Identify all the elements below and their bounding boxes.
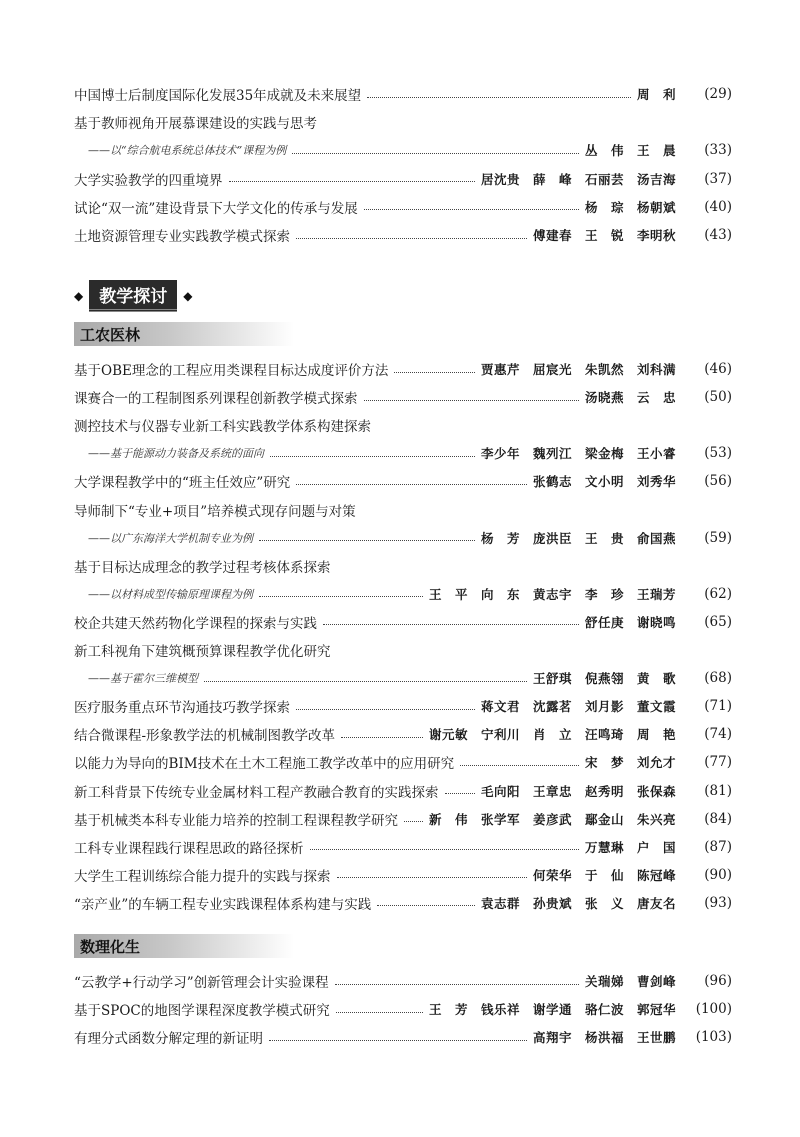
entry-authors: 李少年 魏列江 梁金梅 王小睿 [480, 446, 676, 462]
entry-title: “云教学+行动学习”创新管理会计实验课程 [74, 975, 329, 991]
dot-leader [310, 849, 579, 850]
entry-title: 基于OBE理念的工程应用类课程目标达成度评价方法 [74, 363, 389, 379]
entry-title: 基于SPOC的地图学课程深度教学模式研究 [74, 1003, 330, 1019]
entry-page-number: (90) [704, 866, 732, 883]
entry-page-number: (43) [704, 227, 732, 243]
toc-entry [74, 414, 732, 436]
entry-page-number: (77) [704, 754, 732, 771]
toc-entry [74, 555, 732, 577]
entry-title: 导师制下“专业+项目”培养模式现存问题与对策 [74, 503, 356, 520]
entry-title: 测控技术与仪器专业新工科实践教学体系构建探索 [74, 419, 371, 436]
dot-leader [259, 540, 475, 541]
toc-entry [74, 808, 732, 830]
entry-page-number: (50) [704, 389, 732, 406]
toc-entry [74, 358, 732, 380]
entry-authors: 杨 芳 庞洪臣 王 贵 俞国燕 [480, 530, 676, 546]
entry-page-number: (84) [704, 810, 732, 827]
dot-leader [335, 984, 579, 985]
dot-leader [323, 624, 579, 625]
dot-leader [460, 765, 579, 766]
entry-authors: 宋 梦 刘允才 [584, 755, 676, 771]
entry-page-number: (29) [704, 86, 732, 102]
dot-leader [296, 709, 475, 710]
toc-entry [74, 499, 732, 521]
toc-entry [74, 470, 732, 492]
entry-authors: 王 平 向 东 黄志宇 李 珍 王瑞芳 [428, 586, 676, 602]
dot-leader [341, 737, 423, 738]
entry-title: 以能力为导向的BIM技术在土木工程施工教学改革中的应用研究 [74, 756, 455, 773]
toc-entry [74, 639, 732, 661]
entry-authors: 蒋文君 沈露茗 刘月影 董文霞 [480, 699, 676, 715]
dot-leader [445, 793, 475, 794]
entry-page-number: (37) [704, 170, 732, 187]
entry-title: 试论“双一流”建设背景下大学文化的传承与发展 [74, 200, 358, 217]
dot-leader [404, 821, 423, 822]
toc-entry [74, 695, 732, 717]
toc-entry [74, 998, 732, 1020]
entry-page-number: (96) [704, 973, 732, 989]
entry-authors: 汤晓燕 云 忠 [584, 390, 676, 406]
dot-leader [367, 97, 631, 98]
entry-page-number: (81) [704, 782, 732, 799]
entry-page-number: (103) [695, 1029, 732, 1045]
entry-subtitle: ——以材料成型传输原理课程为例 [88, 587, 253, 601]
subsection-header-1 [74, 322, 294, 346]
toc-entry [88, 583, 732, 605]
toc-entry [74, 723, 732, 745]
dot-leader [204, 681, 527, 682]
entry-title: 大学实验教学的四重境界 [74, 172, 223, 189]
toc-entry [88, 667, 732, 689]
entry-authors: 舒任庚 谢晓鸣 [584, 614, 676, 630]
entry-subtitle: ——以“综合航电系统总体技术”课程为例 [88, 144, 287, 158]
entry-title: 新工科背景下传统专业金属材料工程产教融合教育的实践探索 [74, 784, 439, 801]
subsection-header-2 [74, 934, 294, 958]
diamond-right-icon: ◆ [183, 289, 193, 303]
entry-page-number: (56) [704, 473, 732, 490]
entry-authors: 杨 琮 杨朝斌 [584, 199, 676, 215]
toc-entry [74, 83, 732, 105]
entry-authors: 丛 伟 王 晨 [584, 143, 676, 159]
subsection-title-2: 数理化生 [80, 937, 141, 956]
entry-title: 中国博士后制度国际化发展35年成就及未来展望 [74, 88, 362, 104]
dot-leader [336, 1012, 423, 1013]
entry-title: “亲产业”的车辆工程专业实践课程体系构建与实践 [74, 896, 372, 913]
section-header [74, 282, 192, 310]
entry-authors: 高翔宇 杨洪福 王世鹏 [532, 1030, 676, 1045]
entry-title: 基于机械类本科专业能力培养的控制工程课程教学研究 [74, 812, 398, 829]
dot-leader [229, 181, 475, 182]
toc-entry [74, 780, 732, 802]
entry-title: 大学课程教学中的“班主任效应”研究 [74, 475, 291, 492]
toc-entry [74, 1026, 732, 1048]
entry-title: 有理分式函数分解定理的新证明 [74, 1031, 263, 1047]
entry-title: 土地资源管理专业实践教学模式探索 [74, 229, 290, 245]
toc-entry [74, 111, 732, 133]
toc-entry [88, 442, 732, 464]
subsection-title-1: 工农医林 [80, 325, 141, 344]
toc-entry [74, 386, 732, 408]
toc-entry [74, 168, 732, 190]
entry-page-number: (59) [704, 529, 732, 546]
dot-leader [394, 372, 475, 373]
toc-entry [74, 611, 732, 633]
section-title: 教学探讨 [89, 280, 177, 312]
entry-authors: 万慧琳 户 国 [584, 839, 676, 855]
entry-subtitle: ——基于霍尔三维模型 [88, 672, 198, 686]
diamond-left-icon: ◆ [74, 289, 84, 303]
entry-authors: 王舒琪 倪燕翎 黄 歌 [532, 671, 676, 687]
dot-leader [269, 1040, 527, 1041]
entry-subtitle: ——基于能源动力装备及系统的面向 [88, 447, 264, 461]
entry-page-number: (71) [704, 698, 732, 715]
entry-page-number: (53) [704, 445, 732, 462]
entry-page-number: (87) [704, 838, 732, 855]
entry-title: 结合微课程-形象教学法的机械制图教学改革 [74, 728, 336, 745]
entry-page-number: (93) [704, 894, 732, 911]
toc-entry [74, 196, 732, 218]
entry-authors: 王 芳 钱乐祥 谢学通 骆仁波 郭冠华 [428, 1002, 676, 1017]
entry-title: 基于教师视角开展慕课建设的实践与思考 [74, 116, 317, 133]
toc-entry [74, 224, 732, 246]
entry-authors: 关瑞娣 曹剑峰 [584, 974, 676, 989]
entry-authors: 何荣华 于 仙 陈冠峰 [532, 867, 676, 883]
entry-page-number: (68) [704, 670, 732, 687]
dot-leader [292, 153, 579, 154]
toc-entry [74, 836, 732, 858]
entry-title: 基于目标达成理念的教学过程考核体系探索 [74, 559, 331, 576]
entry-authors: 新 伟 张学军 姜彦武 鄢金山 朱兴亮 [428, 811, 676, 827]
entry-page-number: (65) [704, 613, 732, 630]
entry-page-number: (100) [695, 1001, 732, 1017]
dot-leader [270, 456, 475, 457]
entry-page-number: (46) [704, 361, 732, 377]
entry-title: 大学生工程训练综合能力提升的实践与探索 [74, 868, 331, 885]
entry-subtitle: ——以广东海洋大学机制专业为例 [88, 531, 253, 545]
toc-entry [88, 527, 732, 549]
entry-title: 工科专业课程践行课程思政的路径探析 [74, 840, 304, 857]
entry-authors: 居沈贵 薛 峰 石丽芸 汤吉海 [480, 171, 676, 187]
entry-authors: 张鹤志 文小明 刘秀华 [532, 474, 676, 490]
dot-leader [364, 209, 579, 210]
toc-entry [74, 970, 732, 992]
toc-entry [88, 139, 732, 161]
entry-authors: 毛向阳 王章忠 赵秀明 张保森 [480, 783, 676, 799]
entry-page-number: (62) [704, 585, 732, 602]
dot-leader [364, 400, 579, 401]
entry-page-number: (40) [704, 198, 732, 215]
entry-title: 医疗服务重点环节沟通技巧教学探索 [74, 700, 290, 717]
dot-leader [296, 238, 527, 239]
toc-entry [74, 892, 732, 914]
dot-leader [377, 905, 475, 906]
entry-title: 课赛合一的工程制图系列课程创新教学模式探索 [74, 391, 358, 408]
entry-page-number: (33) [704, 142, 732, 159]
toc-entry [74, 864, 732, 886]
entry-authors: 周 利 [636, 87, 676, 102]
entry-page-number: (74) [704, 726, 732, 743]
dot-leader [259, 596, 423, 597]
dot-leader [337, 877, 527, 878]
entry-authors: 谢元敏 宁利川 肖 立 汪鸣琦 周 艳 [428, 727, 676, 743]
entry-authors: 袁志群 孙贵斌 张 义 唐友名 [480, 895, 676, 911]
entry-authors: 贾惠芹 屈宸光 朱凯然 刘科满 [480, 362, 676, 377]
dot-leader [296, 484, 527, 485]
entry-title: 校企共建天然药物化学课程的探索与实践 [74, 615, 317, 632]
entry-authors: 傅建春 王 锐 李明秋 [532, 228, 676, 243]
entry-title: 新工科视角下建筑概预算课程教学优化研究 [74, 644, 331, 660]
toc-entry [74, 751, 732, 773]
